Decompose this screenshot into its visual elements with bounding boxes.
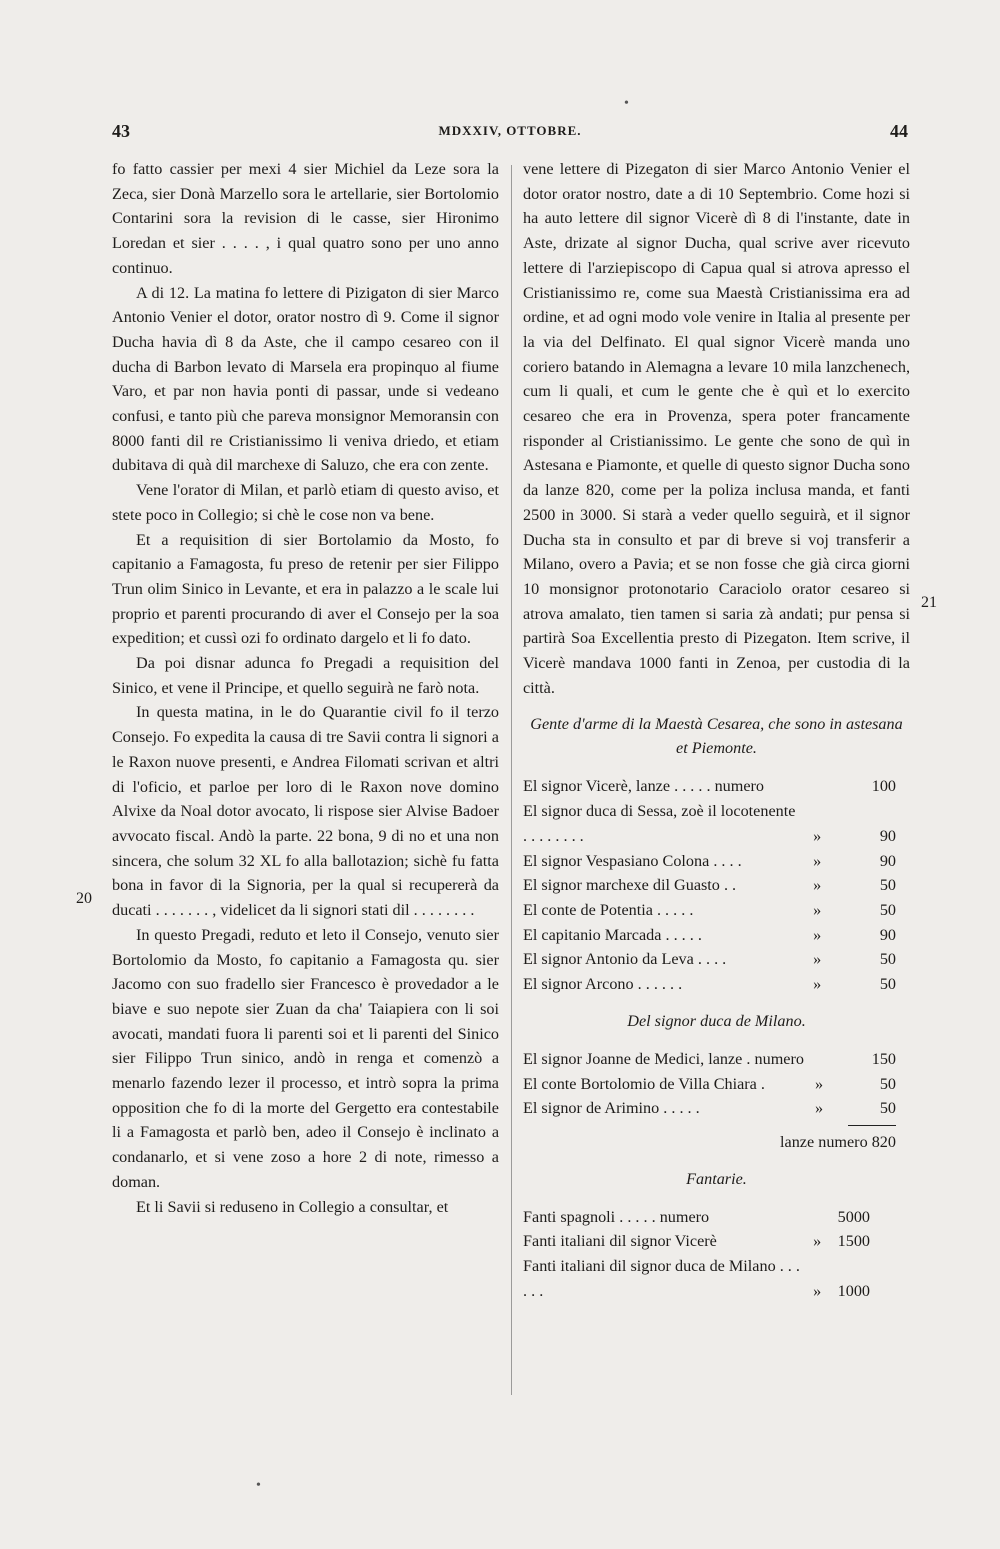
row-label: El signor de Arimino . . . . . xyxy=(523,1099,700,1118)
table-row xyxy=(523,1072,910,1097)
row-value: 150 xyxy=(871,1049,896,1068)
row-value: 50 xyxy=(879,900,896,919)
table-row xyxy=(523,873,910,898)
left-paragraph: Et a requisition di sier Bortolamio da Mosto, fo capitanio a Famagosta, fu preso de retenir per sier Filippo Trun olim Sinico in Levante, et era in palazzo a le scale lui proprio et parenti procurando di aver el Consejo per la soa expedition; et cussì ozi fo ordinato dargelo et li fo dato. xyxy=(112,530,499,648)
row-mark: » xyxy=(814,1099,824,1118)
margin-number-right: 21 xyxy=(921,594,937,611)
row-label: El conte de Potentia . . . . . xyxy=(523,900,694,919)
right-paragraph: vene lettere di Pizegaton di sier Marco Antonio Venier el dotor orator nostro, date a di 10 Septembrio. Come hozi si ha auto lettere dil signor Vicerè dì 8 di l'instante, date in Aste, drizate al signor Ducha, qual scrive aver ricevuto lettere di l'arziepiscopo di Capua qual si atrova apresso el Cristianissimo re, come sua Maestà Cristianissima era ad ordine, et ad ogni modo vole venire in Italia al presente per la via del Delfinato. El qual signor Vicerè manda uno coriero batando in Alemagna a levare 10 mila lanzchenech, cum li quali, et cum le gente che è quì et lo exercito cesareo che era in Provenza, spera poter francamente risponder al Cristianissimo. Le gente che sono de quì in Astesana e Piamonte, et quelle di questo signor Ducha sono da lanze 820, come per la poliza inclusa manda, et fanti 2500 in 3000. Si starà a veder quello seguirà, et il signor Ducha sta in consulto et par di breve si voj transferir a Milano, overo a Pavia; et se non fosse che già circa giorni 10 monsignor protonotario Caraciolo orator cesareo si atrova amalato, tien tamen si saria zà andati; pur pensa si partirà Soa Excellentia presto di Pizegaton. Item scrive, il Vicerè mandava 1000 fanti in Zenoa, per custodia di la città. xyxy=(523,160,910,697)
row-value: 90 xyxy=(879,826,896,845)
table-row xyxy=(523,1205,910,1230)
row-value: 1500 xyxy=(837,1232,870,1251)
row-value: 90 xyxy=(879,925,896,944)
left-column xyxy=(112,157,499,1219)
row-value: 50 xyxy=(879,876,896,895)
row-value: 50 xyxy=(879,950,896,969)
column-divider xyxy=(511,165,512,1395)
table-row xyxy=(523,1229,910,1254)
page-header xyxy=(112,121,908,151)
table-row xyxy=(523,1096,910,1121)
row-mark: » xyxy=(813,1232,822,1251)
left-paragraph: Vene l'orator di Milan, et parlò etiam di questo aviso, et stete poco in Collegio; si chè le cose non va bene. xyxy=(112,481,499,524)
row-label: El signor Arcono . . . . . . xyxy=(523,975,683,994)
row-mark: » xyxy=(813,1281,822,1300)
left-paragraph: fo fatto cassier per mexi 4 sier Michiel da Leze sora la Zeca, sier Donà Marzello sora le artellarie, sier Bortolomio Contarini sora la revision di le casse, sier Hironimo Loredan et sier . . . . , i qual quatro sono per uno anno continuo. xyxy=(112,160,499,277)
left-paragraph: A di 12. La matina fo lettere di Pizigaton di sier Marco Antonio Venier el dotor, orator nostro dì 9. Come il signor Ducha havia dì 8 da Aste, che il campo cesareo con il ducha di Barbon levato di Marsela era propinquo al fiume Varo, et par non havia ponti di passar, unde si vedeano confusi, e tanto più che pareva monsignor Memoransin con 8000 fanti dil re Cristianissimo li veniva driedo, et etiam dubitava di quà dil marchexe di Saluzo, che era con zente. xyxy=(112,283,499,475)
left-paragraph: Et li Savii si reduseno in Collegio a consultar, et xyxy=(136,1197,449,1216)
running-title: MDXXIV, OTTOBRE. xyxy=(438,123,582,138)
table-row xyxy=(523,1047,910,1072)
section-title-fantarie: Fantarie. xyxy=(686,1169,747,1188)
row-mark: » xyxy=(813,851,822,870)
row-label: El signor marchexe dil Guasto . . xyxy=(523,876,737,895)
row-mark xyxy=(802,1205,833,1230)
row-mark: » xyxy=(813,950,822,969)
row-value: 50 xyxy=(879,1074,896,1093)
row-value: 90 xyxy=(879,851,896,870)
row-mark: » xyxy=(813,876,822,895)
row-mark xyxy=(802,774,833,799)
table-row xyxy=(523,923,910,948)
table-row xyxy=(523,947,910,972)
right-column xyxy=(523,157,910,1303)
row-value: 100 xyxy=(871,777,896,796)
duca-milano-table xyxy=(523,1047,910,1121)
table-row xyxy=(523,799,910,848)
page-number-left: 43 xyxy=(112,121,130,141)
paper-speck: • xyxy=(624,96,629,111)
table-row xyxy=(523,1254,910,1303)
gente-darme-table xyxy=(523,774,910,996)
paper-speck: • xyxy=(256,1478,261,1493)
lanze-total: lanze numero 820 xyxy=(780,1132,896,1151)
row-mark xyxy=(804,1047,834,1072)
row-mark: » xyxy=(813,900,822,919)
row-mark: » xyxy=(813,826,822,845)
left-paragraph: Da poi disnar adunca fo Pregadi a requisition del Sinico, et vene il Principe, et quello seguirà ne farò nota. xyxy=(112,654,499,697)
row-label: Fanti italiani dil signor Vicerè xyxy=(523,1232,717,1251)
sum-rule xyxy=(848,1125,896,1126)
table-row xyxy=(523,774,910,799)
table-row xyxy=(523,849,910,874)
row-value: 50 xyxy=(879,1099,896,1118)
fantarie-table xyxy=(523,1205,910,1304)
row-value: 1000 xyxy=(837,1281,870,1300)
row-label: Fanti spagnoli . . . . . numero xyxy=(523,1207,710,1226)
section-title-gente-darme: Gente d'arme di la Maestà Cesarea, che sono in astesana et Piemonte. xyxy=(530,715,903,758)
section-title-duca-milano: Del signor duca de Milano. xyxy=(627,1011,806,1030)
row-mark: » xyxy=(813,975,822,994)
table-row xyxy=(523,972,910,997)
row-label: El signor duca di Sessa, zoè il locotenente . . . . . . . . xyxy=(523,802,796,845)
row-label: El signor Vespasiano Colona . . . . xyxy=(523,851,742,870)
row-mark: » xyxy=(813,925,822,944)
table-row xyxy=(523,898,910,923)
row-label: El signor Antonio da Leva . . . . xyxy=(523,950,727,969)
row-mark: » xyxy=(814,1074,824,1093)
row-label: Fanti italiani dil signor duca de Milano . . . . . . xyxy=(523,1257,800,1300)
row-label: El capitanio Marcada . . . . . xyxy=(523,925,702,944)
page-number-right: 44 xyxy=(890,121,908,141)
row-label: El signor Vicerè, lanze . . . . . numero xyxy=(523,777,765,796)
left-paragraph: In questo Pregadi, reduto et leto il Consejo, venuto sier Bortolomio da Mosto, fo capitanio a Famagosta qu. sier Jacomo con suo fradello sier Francesco è provedador a le biave e suo nepote sier Zuan da cha' Taiapiera con li soi avocati, mandati fuora li parenti soi et li parenti del Sinico sier Filippo Trun sinico, andò in renga et comenzò a menarlo fazendo lezer il processo, et intrò sopra la prima opposition che fo di la morte del Gergetto era contestabile li a Famagosta et parlò ben, adeo il Consejo è inclinato a condanarlo, et si vene zoso a hore 2 di note, rimesso a doman. xyxy=(112,925,499,1191)
left-paragraph: In questa matina, in le do Quarantie civil fo il terzo Consejo. Fo expedita la causa di tre Savii contra li signori a le Raxon nuove presenti, e Andrea Filomati scrivan et altri di l'oficio, et parloe per loro di le Raxon nove domino Alvixe da Noal dotor avocato, li rispose sier Alvise Badoer avvocato fiscal. Andò la parte. 22 bona, 9 di no et una non sincera, che solum 32 XL fo alla ballotazion; sichè fu fatta bona in favor di la Signoria, per la qual si recupererà da ducati . . . . . . . , videlicet da li signori stati dil . . . . . . . . xyxy=(112,703,499,920)
row-value: 50 xyxy=(879,975,896,994)
margin-number-left: 20 xyxy=(76,890,92,907)
row-value: 5000 xyxy=(837,1207,870,1226)
row-label: El signor Joanne de Medici, lanze . numero xyxy=(523,1049,804,1068)
row-label: El conte Bortolomio de Villa Chiara . xyxy=(523,1074,765,1093)
